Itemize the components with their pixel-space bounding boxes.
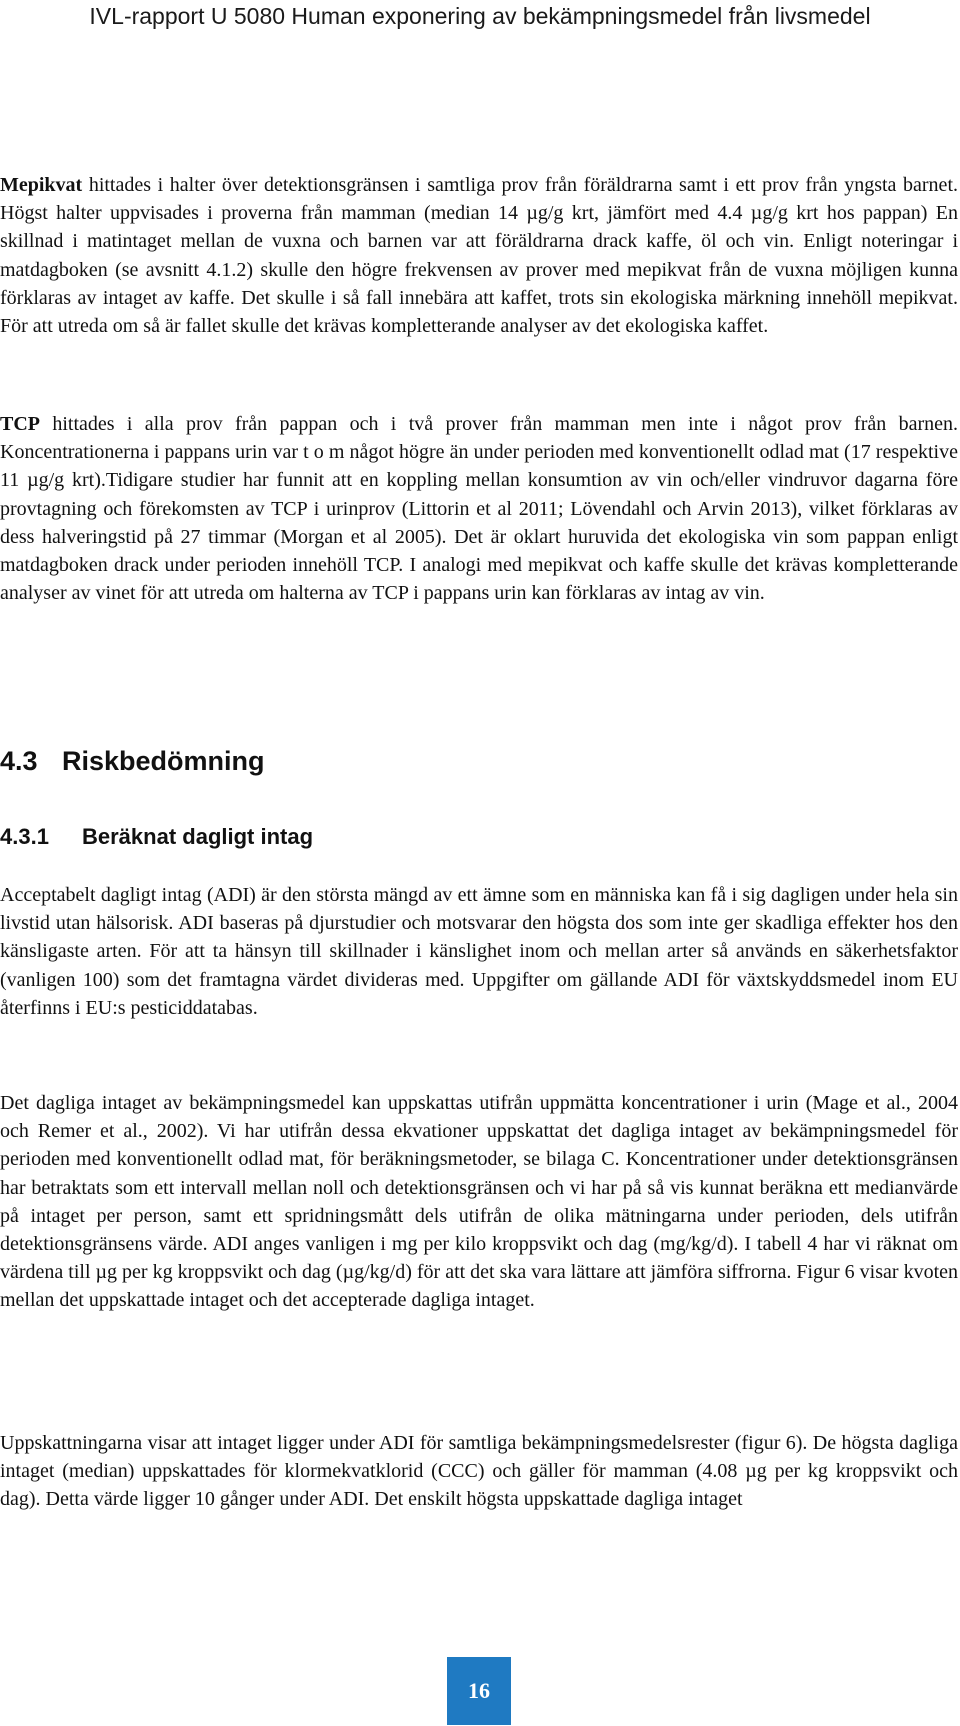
paragraph-tcp [0, 410, 960, 607]
section-number: 4.3 [0, 746, 38, 776]
paragraph-mepikvat [0, 171, 960, 340]
section-title: Riskbedömning [62, 746, 265, 776]
paragraph-adi [0, 881, 960, 1022]
paragraph-adi-text: Acceptabelt dagligt intag (ADI) är den största mängd av ett ämne som en människa kan få i sig dagligen under hela sin livstid utan hälsorisk. ADI baseras på djurstudier och motsvarar den högsta dos som inte ger skadliga effekter hos den känsligaste arten. För att ta hänsyn till skillnader i känslighet inom och mellan arter så används en säkerhetsfaktor (vanligen 100) som det framtagna värdet divideras med. Uppgifter om gällande ADI för växtskyddsmedel inom EU återfinns i EU:s pesticiddatabas. [0, 884, 958, 1019]
paragraph-intake [0, 1089, 960, 1315]
running-header: IVL-rapport U 5080 Human exponering av bekämpningsmedel från livsmedel [89, 3, 871, 29]
section-heading [0, 745, 265, 777]
paragraph-intake-text: Det dagliga intaget av bekämpningsmedel kan uppskattas utifrån uppmätta koncentrationer i urin (Mage et al., 2004 och Remer et al., 2002). Vi har utifrån dessa ekvationer uppskattat det dagliga intaget av bekämpningsmedel för perioden med konventionellt odlad mat, för beräkningsmetoder, se bilaga C. Koncentrationer under detektionsgränsen har betraktats som ett intervall mellan noll och detektionsgränsen och vi har på så vis kunnat beräkna ett medianvärde på intaget per person, samt ett spridningsmått dels utifrån de olika mätningarna under perioden, dels utifrån detektionsgränsens värde. ADI anges vanligen i mg per kilo kroppsvikt och dag (mg/kg/d). I tabell 4 har vi räknat om värdena till µg per kg kroppsvikt och dag (µg/kg/d) för att det ska vara lättare att jämföra siffrorna. Figur 6 visar kvoten mellan det uppskattade intaget och det accepterade dagliga intaget. [0, 1092, 958, 1312]
paragraph-estimates [0, 1429, 960, 1514]
subsection-number: 4.3.1 [0, 824, 49, 849]
term-tcp: TCP [0, 413, 40, 435]
paragraph-tcp-text: hittades i alla prov från pappan och i två prover från mamman men inte i något prov från barnen. Koncentrationerna i pappans urin var t o m något högre än under perioden med konventionellt odlad mat (17 respektive 11 µg/g krt).Tidigare studier har funnit att en koppling mellan konsumtion av vin och/eller vindruvor dagarna före provtagning och förekomsten av TCP i urinprov (Littorin et al 2011; Lövendahl och Arvin 2013), vilket förklaras av dess halveringstid på 27 timmar (Morgan et al 2005). Det är oklart huruvida det ekologiska vin som pappan enligt matdagboken drack under perioden innehöll TCP. I analogi med mepikvat och kaffe skulle det krävas kompletterande analyser av vinet för att utreda om halterna av TCP i pappans urin kan förklaras av intag av vin. [0, 413, 958, 605]
page-number: 16 [447, 1657, 511, 1725]
paragraph-mepikvat-text: hittades i halter över detektionsgränsen i samtliga prov från föräldrarna samt i ett prov från yngsta barnet. Högst halter uppvisades i proverna från mamman (median 14 µg/g krt, jämfört med 4.4 µg/g krt hos pappan) En skillnad i matintaget mellan de vuxna och barnen var att föräldrarna drack kaffe, öl och vin. Enligt noteringar i matdagboken (se avsnitt 4.1.2) skulle den högre frekvensen av prover med mepikvat från de vuxna möjligen kunna förklaras av intaget av kaffe. Det skulle i så fall innebära att kaffet, trots sin ekologiska märkning innehöll mepikvat. För att utreda om så är fallet skulle det krävas kompletterande analyser av det ekologiska kaffet. [0, 174, 958, 338]
subsection-heading [0, 823, 313, 851]
paragraph-estimates-text: Uppskattningarna visar att intaget ligger under ADI för samtliga bekämpningsmedelsrester (figur 6). De högsta dagliga intaget (median) uppskattades för klormekvatklorid (CCC) och gäller för mamman (4.08 µg per kg kroppsvikt och dag). Detta värde ligger 10 gånger under ADI. Det enskilt högsta uppskattade dagliga intaget [0, 1432, 958, 1511]
subsection-title: Beräknat dagligt intag [82, 824, 314, 849]
term-mepikvat: Mepikvat [0, 174, 83, 196]
